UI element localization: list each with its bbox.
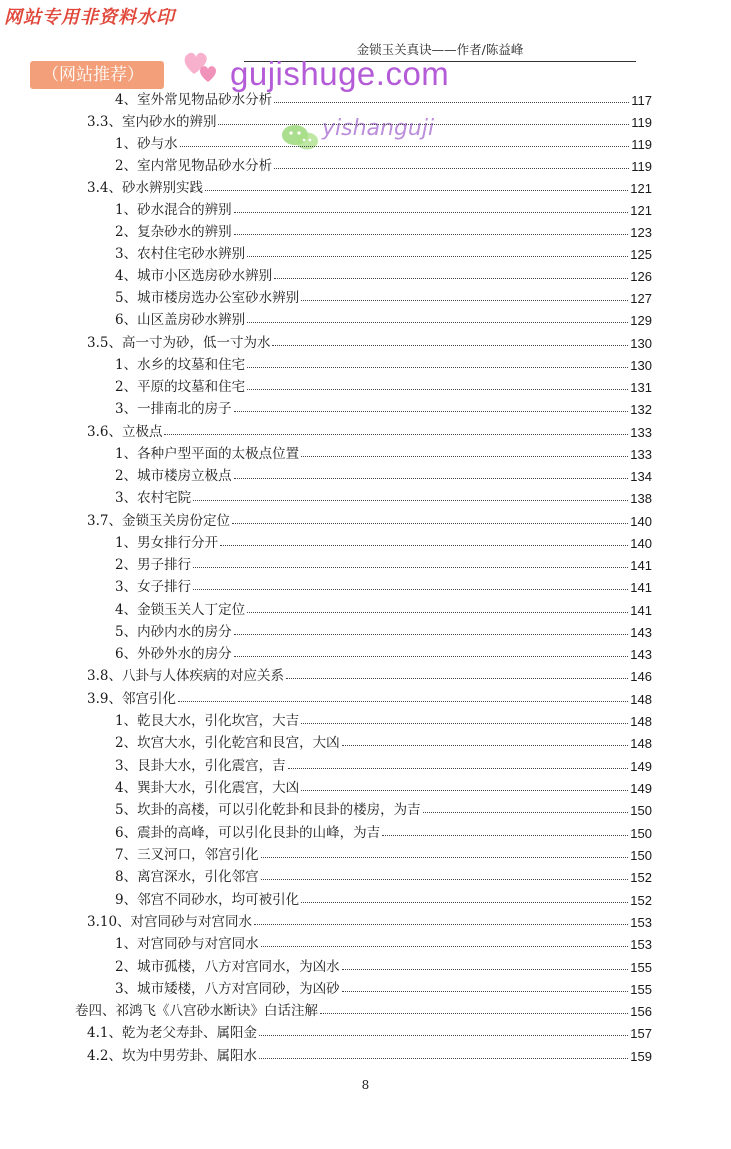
toc-entry[interactable] bbox=[115, 729, 652, 751]
toc-entry-page: 121 bbox=[630, 181, 652, 196]
toc-entry-page: 153 bbox=[630, 915, 652, 930]
page-number: 8 bbox=[361, 1078, 370, 1092]
toc-leader-dots bbox=[261, 857, 629, 858]
toc-leader-dots bbox=[178, 701, 628, 702]
toc-entry-title: 1、水乡的坟墓和住宅 bbox=[115, 357, 246, 373]
toc-entry[interactable] bbox=[87, 1042, 652, 1064]
toc-entry[interactable] bbox=[115, 462, 652, 484]
toc-entry-title: 3.8、八卦与人体疾病的对应关系 bbox=[87, 668, 284, 684]
toc-entry[interactable] bbox=[115, 284, 652, 306]
toc-entry-page: 155 bbox=[630, 960, 652, 975]
toc-entry-page: 140 bbox=[630, 514, 652, 529]
toc-entry[interactable] bbox=[115, 484, 652, 506]
toc-leader-dots bbox=[218, 124, 629, 125]
toc-leader-dots bbox=[193, 567, 628, 568]
toc-entry-title: 6、外砂外水的房分 bbox=[115, 646, 232, 662]
toc-entry[interactable] bbox=[115, 262, 652, 284]
toc-leader-dots bbox=[301, 790, 628, 791]
toc-entry-title: 3、农村住宅砂水辨别 bbox=[115, 246, 246, 262]
toc-entry-title: 1、砂水混合的辨别 bbox=[115, 202, 232, 218]
toc-entry-title: 6、震卦的高峰，可以引化艮卦的山峰，为吉 bbox=[115, 825, 381, 841]
site-watermark-secondary: yishanguji bbox=[322, 116, 435, 141]
toc-entry-page: 143 bbox=[630, 625, 652, 640]
toc-leader-dots bbox=[301, 456, 628, 457]
toc-leader-dots bbox=[286, 678, 628, 679]
toc-leader-dots bbox=[288, 768, 629, 769]
toc-entry-title: 7、三叉河口，邻宫引化 bbox=[115, 847, 259, 863]
toc-entry[interactable] bbox=[115, 640, 652, 662]
toc-entry-page: 156 bbox=[630, 1004, 652, 1019]
toc-entry[interactable] bbox=[115, 975, 652, 997]
toc-entry-page: 134 bbox=[630, 469, 652, 484]
toc-entry-title: 5、坎卦的高楼，可以引化乾卦和艮卦的楼房，为吉 bbox=[115, 802, 421, 818]
toc-entry-title: 4、城市小区选房砂水辨别 bbox=[115, 268, 273, 284]
toc-entry[interactable] bbox=[87, 1019, 652, 1041]
toc-entry[interactable] bbox=[87, 108, 652, 130]
toc-entry-page: 126 bbox=[630, 269, 652, 284]
toc-entry-page: 130 bbox=[630, 336, 652, 351]
toc-entry[interactable] bbox=[115, 819, 652, 841]
toc-entry-title: 1、对宫同砂与对宫同水 bbox=[115, 936, 259, 952]
toc-entry-title: 9、邻宫不同砂水，均可被引化 bbox=[115, 892, 300, 908]
toc-entry[interactable] bbox=[87, 329, 652, 351]
toc-entry-page: 131 bbox=[630, 380, 652, 395]
toc-entry-page: 129 bbox=[630, 313, 652, 328]
toc-leader-dots bbox=[342, 745, 629, 746]
toc-leader-dots bbox=[254, 924, 628, 925]
toc-entry-title: 3.6、立极点 bbox=[87, 424, 163, 440]
toc-leader-dots bbox=[382, 835, 628, 836]
toc-entry[interactable] bbox=[115, 551, 652, 573]
toc-entry-title: 3.3、室内砂水的辨别 bbox=[87, 114, 217, 130]
toc-entry-title: 8、离宫深水，引化邻宫 bbox=[115, 869, 259, 885]
toc-entry-title: 卷四、祁鸿飞《八宫砂水断诀》白话注解 bbox=[75, 1003, 318, 1019]
toc-entry[interactable] bbox=[115, 863, 652, 885]
toc-entry-page: 133 bbox=[630, 447, 652, 462]
toc-entry-title: 4.2、坎为中男劳卦、属阳水 bbox=[87, 1048, 257, 1064]
toc-entry-page: 123 bbox=[630, 225, 652, 240]
toc-entry-page: 119 bbox=[631, 137, 652, 152]
toc-entry-title: 2、城市孤楼，八方对宫同水，为凶水 bbox=[115, 959, 340, 975]
toc-leader-dots bbox=[247, 612, 628, 613]
toc-leader-dots bbox=[234, 411, 629, 412]
toc-leader-dots bbox=[423, 812, 629, 813]
toc-leader-dots bbox=[234, 478, 629, 479]
toc-entry-page: 119 bbox=[631, 115, 652, 130]
toc-entry[interactable] bbox=[115, 395, 652, 417]
toc-entry-page: 138 bbox=[630, 491, 652, 506]
toc-entry-title: 3、一排南北的房子 bbox=[115, 401, 232, 417]
toc-entry-page: 150 bbox=[630, 848, 652, 863]
toc-entry-page: 133 bbox=[630, 425, 652, 440]
toc-entry[interactable] bbox=[87, 685, 652, 707]
toc-entry-page: 141 bbox=[630, 580, 652, 595]
toc-entry-page: 152 bbox=[630, 893, 652, 908]
toc-entry[interactable] bbox=[115, 774, 652, 796]
toc-entry[interactable] bbox=[115, 930, 652, 952]
toc-leader-dots bbox=[342, 969, 629, 970]
toc-entry[interactable] bbox=[115, 886, 652, 908]
toc-leader-dots bbox=[274, 278, 628, 279]
toc-leader-dots bbox=[247, 322, 628, 323]
toc-entry-title: 5、内砂内水的房分 bbox=[115, 624, 232, 640]
toc-entry[interactable] bbox=[87, 418, 652, 440]
toc-entry-page: 130 bbox=[630, 358, 652, 373]
toc-entry[interactable] bbox=[115, 130, 652, 152]
toc-entry[interactable] bbox=[115, 573, 652, 595]
toc-entry[interactable] bbox=[115, 618, 652, 640]
toc-entry-page: 140 bbox=[630, 536, 652, 551]
watermark-banner: 网站专用非资料水印 bbox=[4, 7, 175, 28]
toc-leader-dots bbox=[193, 500, 628, 501]
toc-leader-dots bbox=[301, 300, 628, 301]
toc-leader-dots bbox=[234, 234, 629, 235]
toc-entry-title: 2、平原的坟墓和住宅 bbox=[115, 379, 246, 395]
toc-entry[interactable] bbox=[115, 218, 652, 240]
toc-entry-page: 148 bbox=[630, 736, 652, 751]
toc-entry[interactable] bbox=[75, 997, 652, 1019]
toc-leader-dots bbox=[301, 723, 628, 724]
toc-leader-dots bbox=[274, 102, 629, 103]
toc-entry-title: 3、女子排行 bbox=[115, 579, 192, 595]
toc-entry[interactable] bbox=[87, 662, 652, 684]
recommend-badge: （网站推荐） bbox=[30, 61, 164, 89]
toc-entry-title: 3.4、砂水辨别实践 bbox=[87, 180, 203, 196]
toc-entry-page: 153 bbox=[630, 937, 652, 952]
toc-entry-page: 148 bbox=[630, 714, 652, 729]
toc-leader-dots bbox=[232, 523, 628, 524]
toc-entry-page: 141 bbox=[630, 558, 652, 573]
toc-entry-title: 2、坎宫大水，引化乾宫和艮宫，大凶 bbox=[115, 735, 340, 751]
toc-entry-title: 4.1、乾为老父寿卦、属阳金 bbox=[87, 1025, 257, 1041]
toc-entry[interactable] bbox=[115, 86, 652, 108]
toc-entry-page: 149 bbox=[630, 759, 652, 774]
toc-entry[interactable] bbox=[115, 373, 652, 395]
hearts-icon bbox=[180, 44, 224, 86]
toc-entry-title: 6、山区盖房砂水辨别 bbox=[115, 312, 246, 328]
toc-leader-dots bbox=[164, 434, 628, 435]
toc-entry-page: 149 bbox=[630, 781, 652, 796]
toc-leader-dots bbox=[320, 1013, 628, 1014]
toc-entry-title: 4、室外常见物品砂水分析 bbox=[115, 92, 273, 108]
toc-entry-page: 150 bbox=[630, 803, 652, 818]
toc-entry-title: 3、农村宅院 bbox=[115, 490, 192, 506]
toc-entry-title: 3.10、对宫同砂与对宫同水 bbox=[87, 914, 253, 930]
toc-entry[interactable] bbox=[115, 440, 652, 462]
toc-entry-title: 1、砂与水 bbox=[115, 136, 178, 152]
toc-entry[interactable] bbox=[115, 529, 652, 551]
toc-entry-page: 146 bbox=[630, 669, 652, 684]
toc-entry-page: 157 bbox=[630, 1026, 652, 1041]
toc-entry-page: 119 bbox=[631, 159, 652, 174]
toc-leader-dots bbox=[193, 589, 628, 590]
toc-entry[interactable] bbox=[115, 196, 652, 218]
toc-entry[interactable] bbox=[115, 752, 652, 774]
toc-entry[interactable] bbox=[115, 240, 652, 262]
toc-entry-title: 3、城市矮楼，八方对宫同砂，为凶砂 bbox=[115, 981, 340, 997]
toc-entry-page: 143 bbox=[630, 647, 652, 662]
toc-leader-dots bbox=[220, 545, 628, 546]
toc-entry-page: 148 bbox=[630, 692, 652, 707]
toc-entry-page: 152 bbox=[630, 870, 652, 885]
toc-entry-title: 3、艮卦大水，引化震宫，吉 bbox=[115, 758, 286, 774]
toc-entry[interactable] bbox=[115, 841, 652, 863]
toc-entry-title: 3.5、高一寸为砂，低一寸为水 bbox=[87, 335, 271, 351]
toc-leader-dots bbox=[301, 902, 628, 903]
toc-leader-dots bbox=[247, 367, 628, 368]
toc-entry-title: 1、各种户型平面的太极点位置 bbox=[115, 446, 300, 462]
toc-entry-title: 3.9、邻宫引化 bbox=[87, 691, 176, 707]
toc-entry-title: 1、乾艮大水，引化坎宫，大吉 bbox=[115, 713, 300, 729]
toc-entry[interactable] bbox=[115, 596, 652, 618]
toc-entry-title: 3.7、金锁玉关房份定位 bbox=[87, 513, 230, 529]
toc-leader-dots bbox=[272, 345, 628, 346]
running-header: 金锁玉关真诀——作者/陈益峰 bbox=[244, 40, 636, 62]
toc-entry-title: 5、城市楼房选办公室砂水辨别 bbox=[115, 290, 300, 306]
toc-entry-title: 2、男子排行 bbox=[115, 557, 192, 573]
site-watermark-primary: gujishuge.com bbox=[230, 55, 450, 92]
toc-leader-dots bbox=[259, 1035, 628, 1036]
toc-entry[interactable] bbox=[115, 152, 652, 174]
toc-entry-title: 2、室内常见物品砂水分析 bbox=[115, 158, 273, 174]
toc-entry[interactable] bbox=[115, 306, 652, 328]
toc-entry-page: 141 bbox=[630, 603, 652, 618]
toc-entry-title: 2、复杂砂水的辨别 bbox=[115, 224, 232, 240]
toc-leader-dots bbox=[234, 634, 629, 635]
toc-entry-title: 4、金锁玉关人丁定位 bbox=[115, 602, 246, 618]
toc-leader-dots bbox=[259, 1058, 628, 1059]
toc-entry-page: 132 bbox=[630, 402, 652, 417]
toc-leader-dots bbox=[234, 212, 629, 213]
toc-entry[interactable] bbox=[115, 796, 652, 818]
toc-entry-title: 2、城市楼房立极点 bbox=[115, 468, 232, 484]
toc-entry-page: 121 bbox=[630, 203, 652, 218]
toc-entry[interactable] bbox=[87, 507, 652, 529]
toc-entry[interactable] bbox=[115, 953, 652, 975]
toc-leader-dots bbox=[234, 656, 629, 657]
toc-entry-page: 125 bbox=[630, 247, 652, 262]
toc-leader-dots bbox=[247, 256, 628, 257]
toc-entry[interactable] bbox=[115, 707, 652, 729]
toc-leader-dots bbox=[180, 146, 630, 147]
toc-entry-page: 117 bbox=[631, 93, 652, 108]
toc-leader-dots bbox=[247, 389, 628, 390]
toc-leader-dots bbox=[342, 991, 629, 992]
toc-entry-page: 150 bbox=[630, 826, 652, 841]
toc-leader-dots bbox=[274, 168, 629, 169]
toc-entry[interactable] bbox=[87, 174, 652, 196]
toc-leader-dots bbox=[205, 190, 628, 191]
toc-entry-title: 1、男女排行分开 bbox=[115, 535, 219, 551]
toc-leader-dots bbox=[261, 879, 629, 880]
toc-entry-page: 159 bbox=[630, 1049, 652, 1064]
toc-entry[interactable] bbox=[115, 351, 652, 373]
toc-entry-page: 155 bbox=[630, 982, 652, 997]
toc-entry-title: 4、巽卦大水，引化震宫，大凶 bbox=[115, 780, 300, 796]
toc-entry[interactable] bbox=[87, 908, 652, 930]
toc-leader-dots bbox=[261, 946, 629, 947]
toc-entry-page: 127 bbox=[630, 291, 652, 306]
